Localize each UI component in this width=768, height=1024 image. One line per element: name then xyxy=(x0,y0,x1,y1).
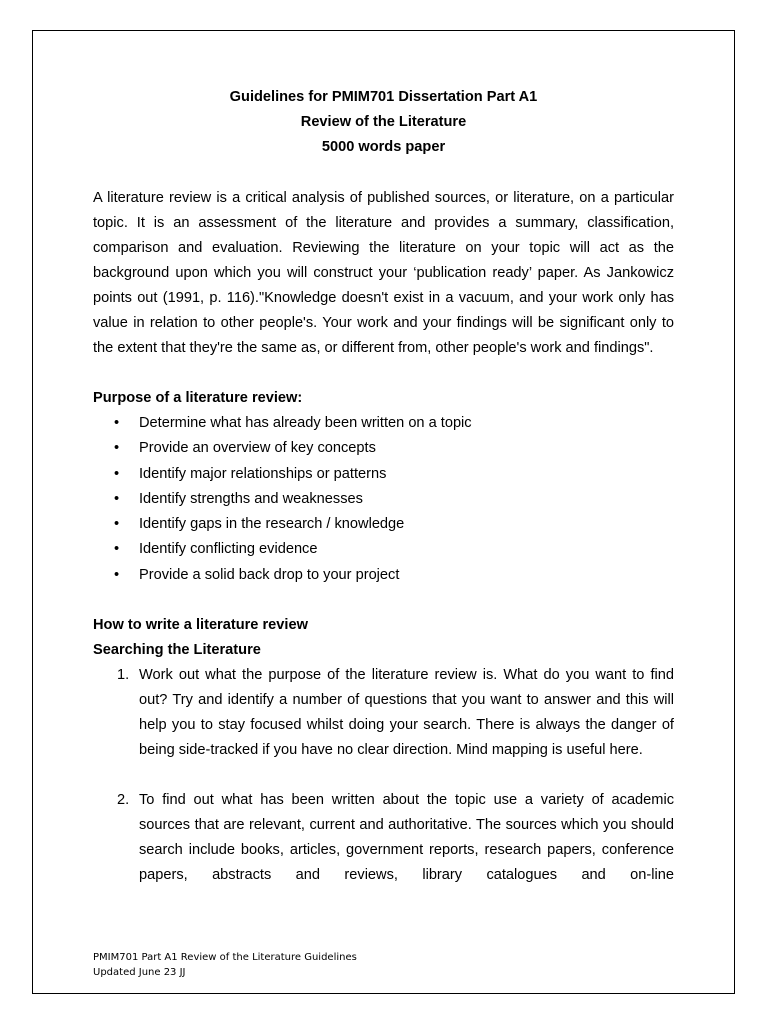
list-item xyxy=(93,487,674,512)
list-item xyxy=(93,462,674,487)
title-line-1: Guidelines for PMIM701 Dissertation Part A1 xyxy=(229,89,538,105)
step-number: 2. xyxy=(117,792,130,809)
bullet-icon: • xyxy=(114,465,120,482)
list-item-text: Provide an overview of key concepts xyxy=(139,440,376,457)
footer-line-2: Updated June 23 JJ xyxy=(93,967,186,978)
list-item-text: Determine what has already been written on a topic xyxy=(139,415,472,431)
list-item xyxy=(93,512,674,537)
list-item-text: Identify strengths and weaknesses xyxy=(139,490,363,507)
list-item xyxy=(93,436,674,461)
list-item-text: Provide a solid back drop to your project xyxy=(139,566,400,583)
bullet-icon: • xyxy=(114,516,120,533)
bullet-icon: • xyxy=(114,490,120,507)
title-line-3: 5000 words paper xyxy=(321,139,446,155)
step-number: 1. xyxy=(117,667,130,684)
step-text: Work out what the purpose of the literature review is. What do you want to find out? Try and identify a number of questions that you want to answer and this will help you to stay focused whilst doing your search. There is always the danger of being side-tracked if you have no clear direction. Mind mapping is useful here. xyxy=(139,667,674,759)
bullet-icon: • xyxy=(114,415,120,431)
list-item xyxy=(93,411,674,436)
bullet-icon: • xyxy=(114,440,120,457)
footer-line-1: PMIM701 Part A1 Review of the Literature Guidelines xyxy=(93,952,357,963)
document-body xyxy=(93,86,674,913)
page-footer xyxy=(93,950,357,980)
steps-list xyxy=(93,663,674,888)
purpose-heading: Purpose of a literature review: xyxy=(93,390,303,406)
list-item-text: Identify conflicting evidence xyxy=(139,541,318,558)
intro-paragraph: A literature review is a critical analysis of published sources, or literature, on a particular topic. It is an assessment of the literature and provides a summary, classification, comparison and evaluation. Reviewing the literature on your topic will act as the background upon which you will construct your ‘publication ready’ paper. As Jankowicz points out (1991, p. 116)."Knowledge doesn't exist in a vacuum, and your work only has value in relation to other people's. Your work and your findings will be significant only to the extent that they're the same as, or different from, other people's work and findings". xyxy=(93,190,674,356)
list-item-text: Identify gaps in the research / knowledge xyxy=(139,516,405,533)
purpose-list xyxy=(93,411,674,588)
step-item xyxy=(93,788,674,888)
searching-subheading: Searching the Literature xyxy=(93,642,261,659)
document-title xyxy=(93,86,674,161)
list-item xyxy=(93,537,674,562)
list-item xyxy=(93,563,674,588)
title-line-2: Review of the Literature xyxy=(300,114,467,130)
bullet-icon: • xyxy=(114,541,120,558)
how-to-heading: How to write a literature review xyxy=(93,617,308,634)
step-item xyxy=(93,663,674,763)
bullet-icon: • xyxy=(114,566,120,583)
step-text: To find out what has been written about the topic use a variety of academic sources that are relevant, current and authoritative. The sources which you should search include books, articles, government reports, research papers, conference papers, abstracts and reviews, library catalogues and on-line xyxy=(139,792,674,884)
list-item-text: Identify major relationships or patterns xyxy=(139,465,387,482)
